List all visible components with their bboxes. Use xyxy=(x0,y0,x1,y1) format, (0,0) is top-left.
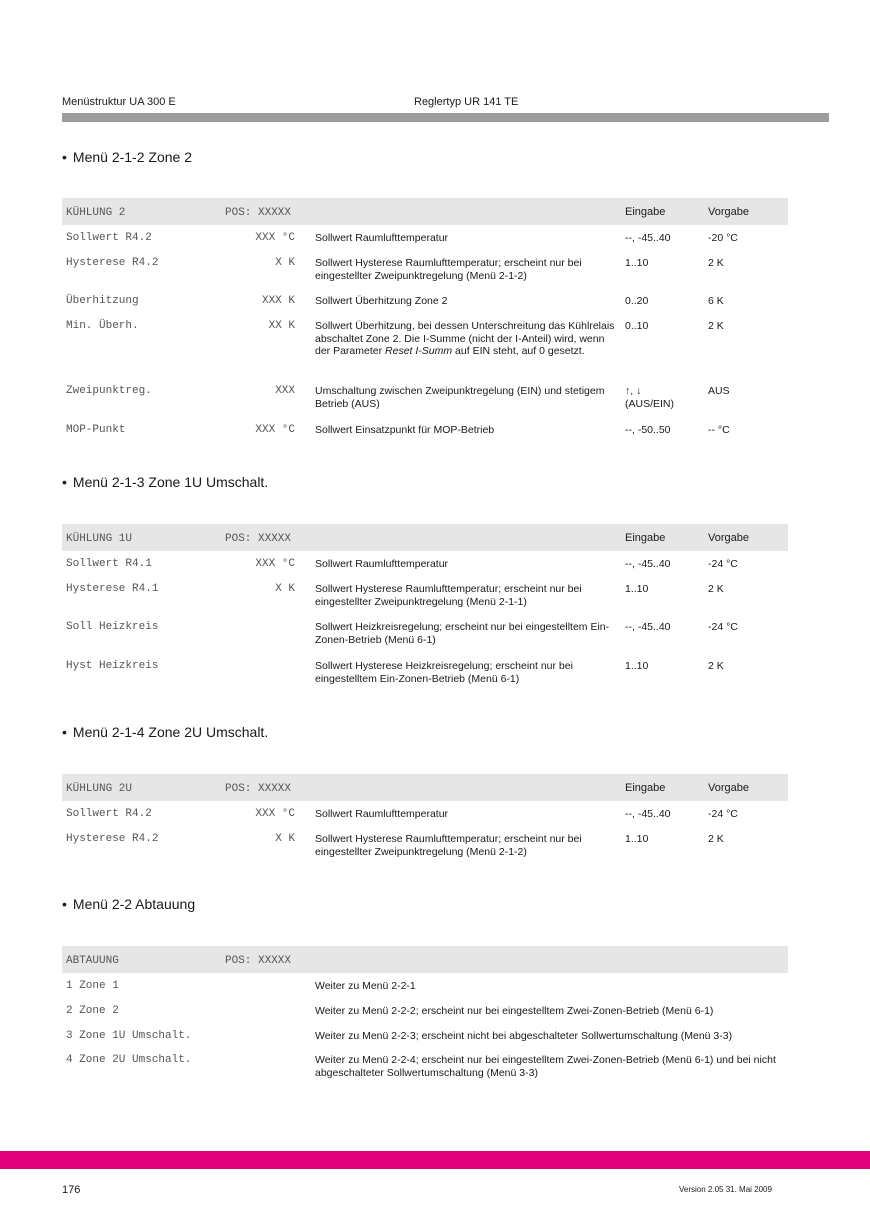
param-input: 0..10 xyxy=(625,320,649,332)
param-default: -- °C xyxy=(708,424,730,436)
param-input: 1..10 xyxy=(625,833,649,845)
header-bar xyxy=(62,113,829,122)
header-left: Menüstruktur UA 300 E xyxy=(62,96,176,108)
param-desc: Weiter zu Menü 2-2-2; erscheint nur bei eingestelltem Zwei-Zonen-Betrieb (Menü 6-1) xyxy=(315,1005,714,1017)
table-title: KÜHLUNG 2U xyxy=(66,783,133,795)
param-desc: Sollwert Heizkreisregelung; erscheint nur bei eingestelltem Ein-Zonen-Betrieb (Menü 6-1) xyxy=(315,621,610,646)
bullet-icon: • xyxy=(62,896,67,912)
param-default: -24 °C xyxy=(708,558,738,570)
param-unit: XXX °C xyxy=(255,424,295,436)
param-desc: Weiter zu Menü 2-2-3; erscheint nicht bei abgeschalteter Sollwertumschaltung (Menü 3-3) xyxy=(315,1030,733,1042)
param-desc: Sollwert Raumlufttemperatur xyxy=(315,558,449,570)
menu-table xyxy=(62,946,788,1086)
table-header xyxy=(62,946,788,973)
param-default: 2 K xyxy=(708,660,724,672)
param-name: Zweipunktreg. xyxy=(66,385,152,397)
table-title: KÜHLUNG 1U xyxy=(66,533,133,545)
param-default: 2 K xyxy=(708,583,724,595)
menu-table xyxy=(62,198,788,448)
table-pos: POS: XXXXX xyxy=(225,783,292,795)
param-unit: XXX xyxy=(275,385,295,397)
submenu-link[interactable]: 4 Zone 2U Umschalt. xyxy=(66,1054,192,1066)
param-unit: X K xyxy=(275,833,295,845)
submenu-link[interactable]: 2 Zone 2 xyxy=(66,1005,119,1017)
param-unit: XXX K xyxy=(261,295,295,307)
param-default: 2 K xyxy=(708,257,724,269)
menu-table xyxy=(62,524,788,694)
footer-accent-bar xyxy=(0,1151,870,1169)
param-input: --, -45..40 xyxy=(625,808,671,820)
param-default: -20 °C xyxy=(708,232,738,244)
col-input-header: Eingabe xyxy=(625,782,666,794)
col-default-header: Vorgabe xyxy=(708,532,749,544)
param-default: 2 K xyxy=(708,320,724,332)
param-name: Hysterese R4.2 xyxy=(66,257,159,269)
param-name: Min. Überh. xyxy=(66,320,139,332)
col-input-header: Eingabe xyxy=(625,206,666,218)
col-default-header: Vorgabe xyxy=(708,782,749,794)
param-desc: Sollwert Überhitzung Zone 2 xyxy=(315,295,448,307)
table-title: KÜHLUNG 2 xyxy=(66,207,126,219)
bullet-icon: • xyxy=(62,149,67,165)
param-desc: Umschaltung zwischen Zweipunktregelung (EIN) und stetigem Betrieb (AUS) xyxy=(315,385,605,410)
param-default: 6 K xyxy=(708,295,724,307)
param-desc: Sollwert Hysterese Raumlufttemperatur; erscheint nur bei eingestellter Zweipunktregelung (Menü 2-1-2) xyxy=(315,257,582,282)
param-default: -24 °C xyxy=(708,621,738,633)
param-input: 1..10 xyxy=(625,660,649,672)
param-input: 1..10 xyxy=(625,257,649,269)
submenu-link[interactable]: 3 Zone 1U Umschalt. xyxy=(66,1030,192,1042)
param-name: Überhitzung xyxy=(66,295,139,307)
param-default: -24 °C xyxy=(708,808,738,820)
param-name: Sollwert R4.2 xyxy=(66,232,152,244)
param-desc: Sollwert Raumlufttemperatur xyxy=(315,808,449,820)
page-number: 176 xyxy=(62,1184,81,1196)
menu-table xyxy=(62,774,788,864)
param-default: AUS xyxy=(708,385,730,397)
bullet-icon: • xyxy=(62,474,67,490)
table-header xyxy=(62,524,788,551)
param-default: 2 K xyxy=(708,833,724,845)
bullet-icon: • xyxy=(62,724,67,740)
section-title: • Menü 2-1-3 Zone 1U Umschalt. xyxy=(62,474,269,490)
param-desc: Sollwert Überhitzung, bei dessen Unterschreitung das Kühlrelais abschaltet Zone 2. Die I-Summe (nicht der I-Anteil) wird, wenn der Parameter Reset I-Summ auf EIN steht, auf 0 gesetzt. xyxy=(315,320,615,358)
param-name: Hysterese R4.1 xyxy=(66,583,159,595)
param-desc: Sollwert Raumlufttemperatur xyxy=(315,232,449,244)
param-unit: X K xyxy=(275,257,295,269)
param-desc: Sollwert Hysterese Raumlufttemperatur; erscheint nur bei eingestellter Zweipunktregelung (Menü 2-1-2) xyxy=(315,833,582,858)
param-input: 0..20 xyxy=(625,295,649,307)
param-name: Sollwert R4.2 xyxy=(66,808,152,820)
param-name: Hysterese R4.2 xyxy=(66,833,159,845)
param-unit: XXX °C xyxy=(255,808,295,820)
param-input: --, -45..40 xyxy=(625,558,671,570)
param-name: Soll Heizkreis xyxy=(66,621,159,633)
arrows-icon: ↑, ↓ xyxy=(625,385,642,397)
param-desc: Sollwert Einsatzpunkt für MOP-Betrieb xyxy=(315,424,495,436)
col-input-header: Eingabe xyxy=(625,532,666,544)
param-unit: XXX °C xyxy=(255,558,295,570)
table-pos: POS: XXXXX xyxy=(225,207,292,219)
submenu-link[interactable]: 1 Zone 1 xyxy=(66,980,119,992)
param-unit: XXX °C xyxy=(255,232,295,244)
param-unit: XX K xyxy=(268,320,295,332)
param-unit: X K xyxy=(275,583,295,595)
section-title: • Menü 2-1-4 Zone 2U Umschalt. xyxy=(62,724,269,740)
param-name: MOP-Punkt xyxy=(66,424,126,436)
param-desc: Sollwert Hysterese Raumlufttemperatur; erscheint nur bei eingestellter Zweipunktregelung (Menü 2-1-1) xyxy=(315,583,582,608)
col-default-header: Vorgabe xyxy=(708,206,749,218)
param-input: ↑, ↓ (AUS/EIN) xyxy=(625,385,675,410)
param-desc: Weiter zu Menü 2-2-1 xyxy=(315,980,416,992)
param-input: --, -45..40 xyxy=(625,232,671,244)
param-desc: Sollwert Hysterese Heizkreisregelung; erscheint nur bei eingestelltem Ein-Zonen-Betrieb (Menü 6-1) xyxy=(315,660,573,685)
param-input: --, -45..40 xyxy=(625,621,671,633)
param-desc: Weiter zu Menü 2-2-4; erscheint nur bei eingestelltem Zwei-Zonen-Betrieb (Menü 6-1) und bei nicht abgeschalteter Sollwertumschaltung (Menü 3-3) xyxy=(315,1054,776,1079)
table-pos: POS: XXXXX xyxy=(225,955,292,967)
param-name: Hyst Heizkreis xyxy=(66,660,159,672)
version-info: Version 2.05 31. Mai 2009 xyxy=(679,1185,772,1194)
table-title: ABTAUUNG xyxy=(66,955,119,967)
section-title: • Menü 2-2 Abtauung xyxy=(62,896,196,912)
table-pos: POS: XXXXX xyxy=(225,533,292,545)
param-name: Sollwert R4.1 xyxy=(66,558,152,570)
table-header xyxy=(62,198,788,225)
param-input: --, -50..50 xyxy=(625,424,671,436)
header-center: Reglertyp UR 141 TE xyxy=(414,96,519,108)
section-title: • Menü 2-1-2 Zone 2 xyxy=(62,149,192,165)
table-header xyxy=(62,774,788,801)
param-input: 1..10 xyxy=(625,583,649,595)
